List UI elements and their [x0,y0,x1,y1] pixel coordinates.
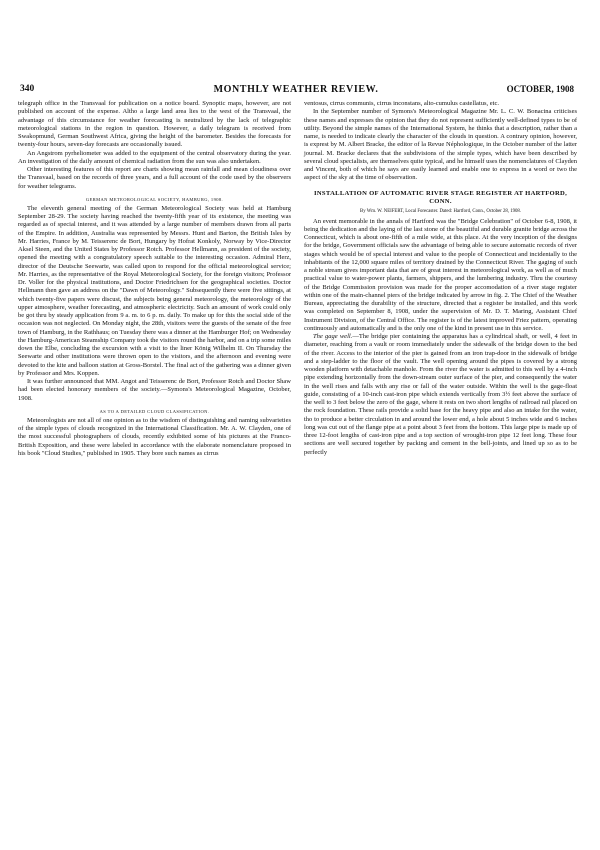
gage-well-text: —The bridge pier containing the apparatus has a cylindrical shaft, or well, 4 feet in diameter, reaching from a vault or room immediately under the sidewalk of the bridge down to the bed of the river. Access to the interior of the pier is gained from an iron trap-door in the sidewalk of bridge and a step-ladder to the floor of the vault. The well opening around the pipes is covered by a strong wooden platform with detachable manhole. From the river the water is admitted to this well by a 4-inch pipe extending horizontally from the down-stream outer surface of the pier, and consequently the water in the well rises and falls with any rise or fall of the water outside. Within the well is the gage-float guide, consisting of a 10-inch cast-iron pipe which extends vertically from 3½ feet above the surface of the well to 3 feet below the zero of the gage, where it rests on two short lengths of railroad rail placed on the rock foundation. These rails provide a solid base for the heavy pipe and also an intake for the water, tho to produce a better circulation in and around the lower end, a hole about 5 inches wide and 6 inches long was cut out of the flange pipe at a point about 3 feet from the bottom. This large pipe is made up of three 12-foot lengths of cast-iron pipe and a top section of wrought-iron pipe 12 feet long. These four sections are well secured together by packing and cement in the bell-joints, and lined up so as to be perfectly [304,333,578,456]
right-column [304,100,577,457]
section-heading-cloud-classification: AS TO A DETAILED CLOUD CLASSIFICATION. [99,408,210,414]
german-society-paragraph: It was further announced that MM. Angot and Teisserenc de Bort, Professor Rotch and Doctor Shaw had been elected honorary members of the society.—Symons's Meteorological Magazine, October, 1908. [18,378,291,402]
installation-paragraph: An event memorable in the annals of Hartford was the "Bridge Celebration" of October 6-8, 1908, it being the dedication and the laying of the last stone of the beautiful and durable granite bridge across the Connecticut, which is about one-fifth of a mile wide, at this place. At the very inception of the designs for the bridge, Government officials saw the advantage of being able to secure automatic records of river stages which would be of special interest and value to the people of Connecticut and incidentally to the inhabitants of the 12,000 square miles of territory drained by the Connecticut River. The gaging of such a noble stream gives important data that are of great interest in meteorological work, as well as of much practical value to water-power plants, farmers, shippers, and the lumbering industry. Thru the courtesy of the Bridge Commission provision was made for the proper accomodation of a river stage register within one of the main-channel piers of the bridge indicated by arrow in fig. 2. The Chief of the Weather Bureau, appreciating the durability of the structure, directed that a register be installed, and this work was completed on September 8, 1908, under the supervision of Mr. D. T. Maring, Assistant Chief Instrument Division, of the Central Office. The register is of the latest improved Friez pattern, operating continuously and automatically and is the only one of the kind in present use in this service. [304,217,577,332]
transvaal-paragraph: Other interesting features of this report are charts showing mean rainfall and mean cloudiness over the Transvaal, based on the records of three years, and a full account of the code used by the observers for weather telegrams. [18,166,291,190]
transvaal-paragraph: telegraph office in the Transvaal for publication on a notice board. Synoptic maps, however, are not published on account of the expense. Altho a large land area lies to the west of the Transvaal, the advantage of this circumstance for weather forecasting is neutralized by the lack of telegraphic meteorological stations in the region in question. However, a daily telegram is received from Swakopmund, German Southwest Africa, giving the height of the barometer. Besides the forecasts for twenty-four hours, seven-day forecasts are occasionally issued. [18,100,291,149]
cloud-continuation-paragraph: ventosus, cirrus communis, cirrus inconstans, alto-cumulus castellatus, etc. [304,100,499,107]
left-column [18,100,291,458]
journal-title: MONTHLY WEATHER REVIEW. [213,84,379,95]
issue-date: OCTOBER, 1908 [506,84,574,94]
cloud-criticism-paragraph: In the September number of Symons's Meteorological Magazine Mr. L. C. W. Bonacina criticises these names and expresses the opinion that they do not represent sufficiently well-defined types to be of utility. Beyond the simple names of the International System, he thinks that a description, rather than a name, is needed to indicate clearly the character of the clouds in question. A contrary opinion, however, is exprest by M. Albert Bracke, the editor of la Revue Néphologique, in the October number of the latter journal. M. Bracke declares that the subdivisions of the simple types, which have been described by several cloud specialists, are themselves quite typical, and he himself uses the nomenclatures of Clayden and Vincent, both of which he says are easily learned and enable one to express in a word or two the aspect of the sky at the time of observation. [304,108,577,182]
cloud-classification-paragraph: Meteorologists are not all of one opinion as to the wisdom of distinguishing and naming subvarieties of the simple types of clouds recognized in the International Classification. Mr. A. W. Clayden, one of the most successful photographers of clouds, recently exhibited some of his pictures at the Franco-British Exposition, and these were labeled in accordance with the elaborate nomenclature proposed in his book "Cloud Studies," published in 1905. They bore such names as cirrus [18,416,291,457]
transvaal-paragraph: An Angstrom pyrheliometer was added to the equipment of the central observatory during the year. An investigation of the daily amount of chemical radiation from the sun was also undertaken. [18,149,291,165]
page-header [18,84,574,98]
section-heading-river-register: INSTALLATION OF AUTOMATIC RIVER STAGE REGISTER AT HARTFORD, CONN. [313,189,568,205]
section-heading-german-society: GERMAN METEOROLOGICAL SOCIETY, HAMBURG, 1908. [85,196,224,202]
page-number: 340 [20,84,35,94]
gage-well-paragraph [304,333,577,457]
gage-well-label: The gage well. [313,333,353,340]
german-society-paragraph: The eleventh general meeting of the German Meteorological Society was held at Hamburg September 28-29. The society having reached the twenty-fifth year of its existence, the meeting was regarded as of special interest, and it was attended by a large number of members drawn from all parts of the Empire. In addition, Australia was represented by Messrs. Hunt and Barton, the British Isles by Mr. Harries, France by M. Teisserenc de Bort, Hungary by Hofrat Konkoly, Norway by Vice-Director Aksel Steen, and the United States by Professor Rotch. Professor Hellmann, as president of the society, opened the meeting with a congratulatory speech suitable to the interesting occasion. Admiral Herz, director of the Deutsche Seewarte, was called upon to respond for the official meteorological service; Mr. Harries, as the representative of the Royal Meteorological Society, for the foreign visitors; Professor Dr. Voller for the physical institutions, and Doctor Friedrichsen for the geographical societies. Doctor Hellmann then gave an address on the "Dawn of Meteorology." Subsequently there were five sittings, at which twenty-five papers were discust, the subjects being general meteorology, the meteorology of the upper atmosphere, weather forecasting, and atmospheric electricity. Such an amount of work could only be got thru by steady application from 9 a. m. to 6 p. m. daily. To make up for this the social side of the occasion was not neglected. On Monday night, the 28th, visitors were the guests of the senate of the free town of Hamburg, in the Rathhaus; on Tuesday there was a dinner at the Hamburger Hof; on Wednesday the Hamburg-American Steamship Company took the visitors round the harbor, and on a trip some miles down the Elbe, concluding the excursion with a visit to the liner König Wilhelm II. On Thursday the Seewarte and other institutions were thrown open to the visitors, and the afternoon and evening were devoted to the kite and balloon station at Gross-Borstel. The final act of the gathering was a dinner given by Professor and Mrs. Koppen. [18,204,291,377]
article-byline: By Wm. W. NEIFERT, Local Forecaster. Dated: Hartford, Conn., October 28, 1908. [360,208,521,214]
